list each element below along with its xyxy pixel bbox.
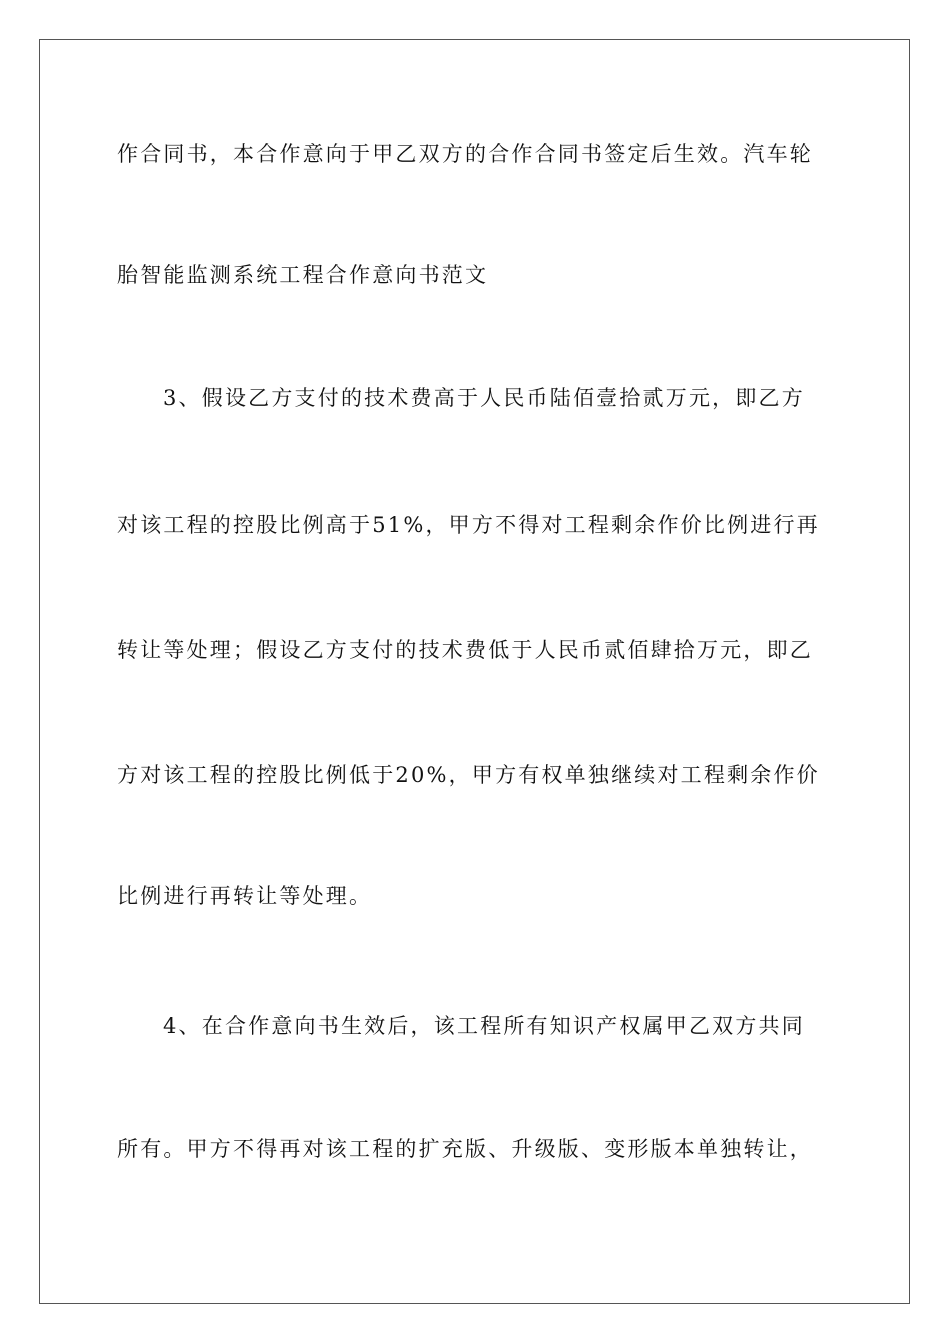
text-line: 胎智能监测系统工程合作意向书范文 bbox=[117, 263, 489, 287]
text-line: 对该工程的控股比例高于51%，甲方不得对工程剩余作价比例进行再 bbox=[117, 513, 820, 537]
page-frame bbox=[39, 39, 910, 1304]
text-line: 方对该工程的控股比例低于20%，甲方有权单独继续对工程剩余作价 bbox=[117, 763, 820, 787]
text-line: 转让等处理；假设乙方支付的技术费低于人民币贰佰肆拾万元，即乙 bbox=[117, 638, 813, 662]
text-line: 比例进行再转让等处理。 bbox=[117, 884, 373, 908]
text-line: 作合同书，本合作意向于甲乙双方的合作合同书签定后生效。汽车轮 bbox=[117, 142, 813, 166]
paragraph-3-start: 3、假设乙方支付的技术费高于人民币陆佰壹拾贰万元，即乙方 bbox=[163, 386, 805, 410]
text-line: 所有。甲方不得再对该工程的扩充版、升级版、变形版本单独转让， bbox=[117, 1137, 813, 1161]
paragraph-4-start: 4、在合作意向书生效后，该工程所有知识产权属甲乙双方共同 bbox=[163, 1014, 805, 1038]
